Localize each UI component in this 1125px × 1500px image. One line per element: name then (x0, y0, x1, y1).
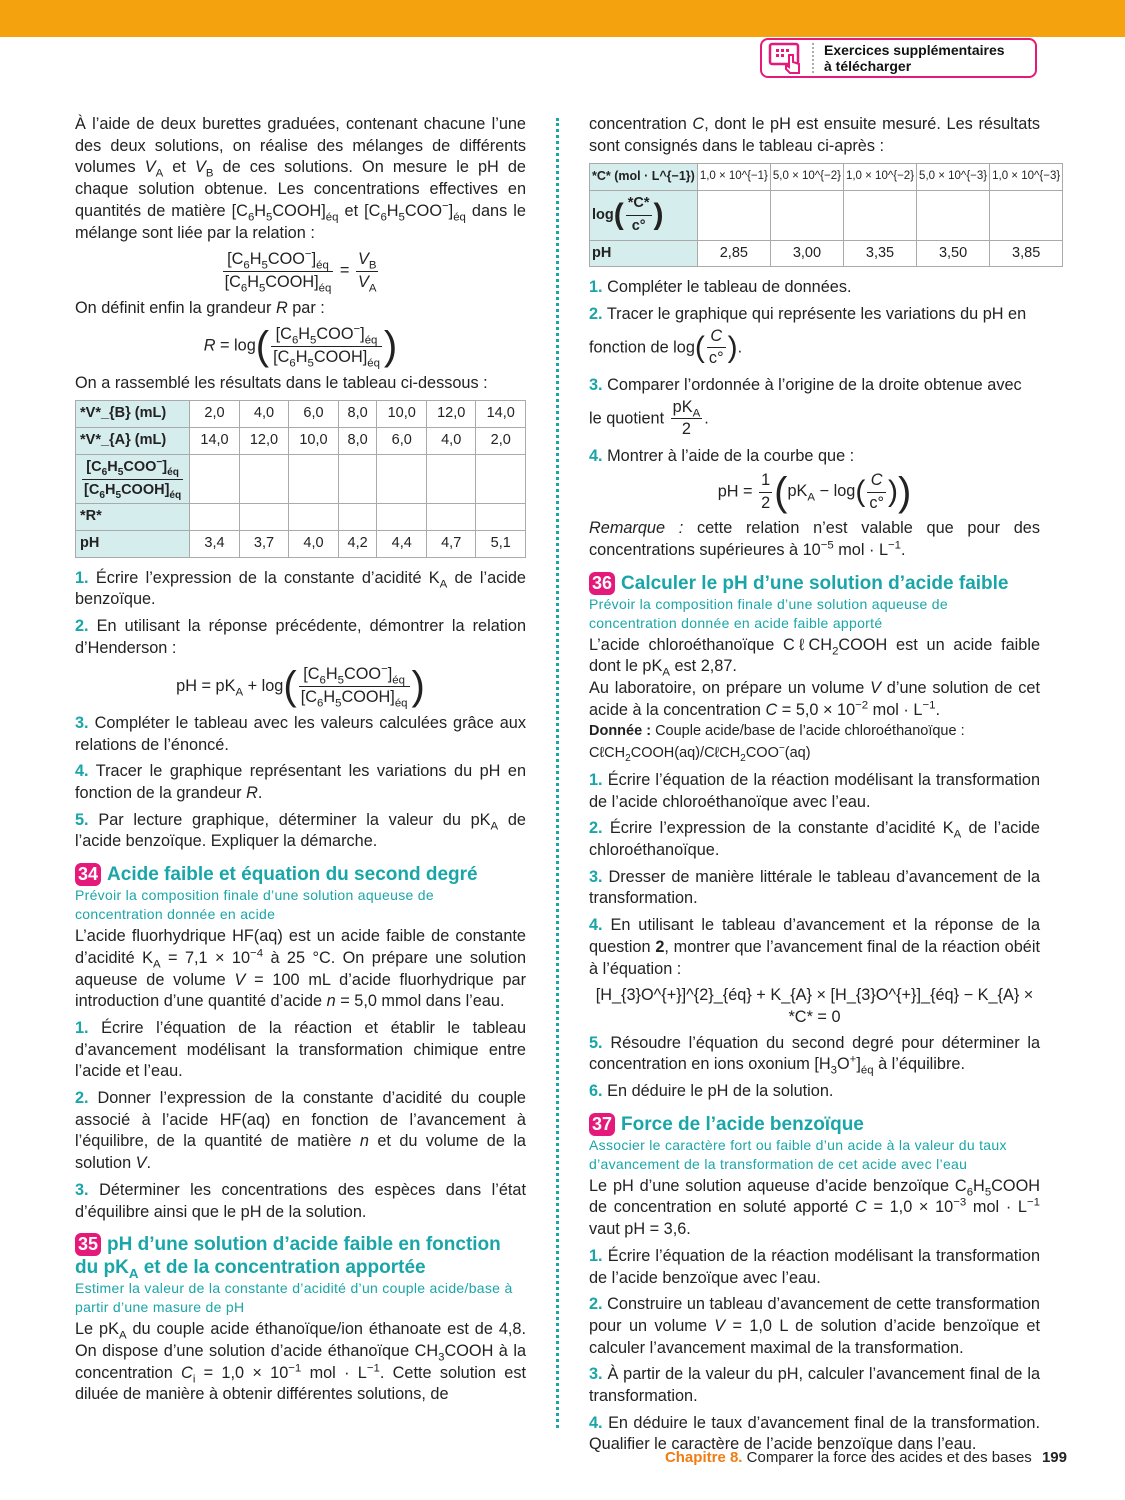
formula-lhs: R = log (203, 336, 256, 355)
exercise-34-body: L’acide fluorhydrique HF(aq) est un acide faible de constante d’acidité $K_A = 7,1 \times 10^{-4}$ à 25 °C. On prépare une solution aqueuse de volume V = 100 mL d’acide fluorhydrique par introduction d’une quantité d’acide n = 5,0 mmol dans l’eau. (75, 927, 526, 1011)
r-formula: R = log( $\frac{[C_6H_5COO^-]_{éq}}{[C_6H_5COOH]_{éq}}$ ) (203, 323, 398, 370)
table-cell (917, 191, 990, 240)
exercise-title-text: Calculer le pH d’une solution d’acide faible (621, 572, 1009, 594)
formula-denominator: c° (708, 349, 724, 368)
exercise-36-body: L’acide chloroéthanoïque CℓCH$_2$COOH est un acide faible dont le $pK_A$ est 2,87. (589, 635, 1040, 679)
henderson-formula: pH = $pK_A + \log$( $\frac{[C_6H_5COO^-]_{éq}}{[C_6H_5COOH]_{éq}}$ ) (176, 664, 425, 710)
row-header: *V*_{A} (mL) (76, 428, 190, 455)
table-cell (426, 454, 475, 503)
exercise-34-subtitle: Prévoir la composition finale d’une solution aqueuse de concentration donnée en acide (75, 887, 434, 923)
question (75, 1180, 526, 1223)
exercise-35-body-continued: concentration C, dont le pH est ensuite mesuré. Les résultats sont consignés dans le tableau ci-après : (589, 115, 1040, 155)
question (589, 277, 1040, 299)
download-label: à télécharger (824, 58, 912, 74)
question-number: 4. (589, 1413, 603, 1432)
results-table (75, 400, 526, 557)
exercise-35-body: Le $pK_A$ du couple acide éthanoïque/ion éthanoate est de 4,8. On dispose d’une solution d’acide éthanoïque $CH_3COOH$ à la concentration $C_i = 1,0 \times 10^{-1}$ mol · $L^{-1}$. Cette solution est diluée de manière à obtenir différentes solutions, de (75, 1320, 526, 1404)
table-cell: 5,0 × 10^{−2} (770, 164, 843, 191)
question-text: Montrer à l’aide de la courbe que : (607, 447, 855, 466)
question-text: En déduire le taux d’avancement final de la transformation. Qualifier le caractère de l’acide benzoïque dans l’eau. (589, 1413, 1040, 1454)
question-number: 4. (75, 762, 89, 781)
question-text: Tracer le graphique représentant les variations du pH en fonction de la grandeur R. (75, 762, 526, 802)
page-footer (665, 1449, 1067, 1466)
row-header: log( $\frac{*C*}{c^\circ}$ ) (590, 191, 698, 240)
question-number: 2. (75, 1089, 89, 1108)
table-cell (770, 191, 843, 240)
table-cell (190, 504, 239, 531)
question (75, 568, 526, 611)
row-header (76, 454, 190, 503)
formula-denominator: $[C_6H_5COOH]_{éq}$ (273, 348, 380, 370)
formula-numerator: $[C_6H_5COO^-]_{éq}$ (299, 664, 410, 687)
formula-denominator: 2 (761, 493, 771, 512)
table-cell (476, 454, 526, 503)
formula-denominator: c° (631, 217, 646, 234)
table-cell (476, 504, 526, 531)
exercise-35-subtitle: Estimer la valeur de la constante d’acidité d’un couple acide/base à partir d’une masure de pH (75, 1280, 513, 1316)
remark: Remarque : cette relation n’est valable que pour des concentrations supérieures à $10^{-5}$ mol · $L^{-1}$. (589, 519, 1040, 559)
question-text: Construire un tableau d’avancement de cette transformation pour un volume V = 1,0 L de solution d’acide benzoïque et calculer l’avancement maximal de la transformation. (589, 1295, 1040, 1357)
question-number: 1. (589, 770, 603, 789)
formula-text: $pK_A - \log$ (787, 482, 856, 504)
table-cell: 2,0 (476, 428, 526, 455)
table-cell: 3,4 (190, 530, 239, 557)
question-text: En utilisant le tableau d’avancement et la réponse de la question 2, montrer que l’avancement final de la réaction obéit à l’équation : (589, 916, 1040, 978)
table-row (590, 240, 1063, 267)
table-cell (377, 504, 426, 531)
formula-numerator: $[C_6H_5COO^-]_{éq}$ (82, 457, 183, 480)
question (75, 1018, 526, 1083)
question (589, 915, 1040, 980)
quadratic-equation (589, 985, 1040, 1028)
table-row (76, 428, 526, 455)
exercise-36-body: Au laboratoire, on prépare un volume V d’une solution de cet acide à la concentration $C = 5,0 \times 10^{-2}$ mol · $L^{-1}$. (589, 679, 1040, 719)
chapter-label: Chapitre 8. (664, 1449, 743, 1466)
question-text: Donner l’expression de la constante d’acidité du couple associé à l’acide HF(aq) en fonction de l’avancement à l’équilibre, de la quantité de matière n et du volume de la solution V. (75, 1089, 526, 1173)
question-number: 3. (75, 713, 89, 732)
table-cell (338, 504, 377, 531)
formula-numerator: $pK_A$ (672, 397, 701, 419)
table-cell: 8,0 (338, 401, 377, 428)
question-text: Compléter le tableau de données. (607, 278, 852, 297)
table-cell: 6,0 (289, 401, 338, 428)
table-cell: 2,0 (190, 401, 239, 428)
intro-text: À l’aide de deux burettes graduées, contenant chacune l’une des deux solutions, on réalise des mélanges de différents volumes $V_A$ et $V_B$ de ces solutions. On mesure le pH de chaque solution obtenue. Les concentrations effectives en quantités de matière $[C_6H_5COOH]_{éq}$ et $[C_6H_5COO^-]_{éq}$ dans le mélange sont liée par la relation : (75, 115, 526, 242)
question-number: 2. (589, 1295, 603, 1314)
top-color-bar (0, 0, 1125, 37)
table-cell: 3,35 (843, 240, 916, 267)
question-number: 2. (75, 617, 89, 636)
question-number: 4. (589, 447, 603, 466)
table-row (76, 530, 526, 557)
table-row (76, 454, 526, 503)
formula-numerator: $[C_6H_5COO^-]_{éq}$ (271, 324, 382, 347)
exercise-number-badge: 36 (589, 572, 615, 595)
row-header: pH (76, 530, 190, 557)
question-number: 2. (589, 819, 603, 838)
table-cell: 12,0 (426, 401, 475, 428)
download-label: Exercices supplémentaires (824, 42, 1005, 58)
formula-numerator: C (707, 326, 726, 349)
question (589, 1033, 1040, 1076)
question-number: 2. (589, 304, 603, 323)
question-text: Écrire l’équation de la réaction et établir le tableau d’avancement modélisant la transformation chimique entre l’acide et l’eau. (75, 1018, 526, 1081)
table-cell: 3,7 (239, 530, 288, 557)
exercise-37-subtitle: Associer le caractère fort ou faible d’un acide à la valeur du taux d’avancement de la transformation de cet acide avec l’eau (589, 1136, 1007, 1172)
table-cell: 4,0 (289, 530, 338, 557)
question-text: fonction de log (589, 338, 695, 357)
table-cell: 4,7 (426, 530, 475, 557)
ph-formula: pH = $\frac{1}{2}$ ($pK_A - \log$( $\frac{C}{c^\circ}$ )) (717, 470, 912, 515)
question (589, 446, 1040, 468)
table-row (590, 191, 1063, 240)
exercise-title-text: Force de l’acide benzoïque (621, 1113, 864, 1135)
question-number: 1. (75, 568, 89, 587)
formula-denominator: $[C_6H_5COOH]_{éq}$ (224, 272, 332, 295)
row-header: *R* (76, 504, 190, 531)
table-cell: 3,00 (770, 240, 843, 267)
question-text: Écrire l’expression de la constante d’acidité $K_A$ de l’acide chloroéthanoïque. (589, 819, 1040, 859)
formula-numerator: 1 (759, 470, 772, 493)
question-number: 3. (589, 376, 603, 395)
table-row (590, 164, 1063, 191)
exercise-34-title (75, 863, 526, 886)
table-cell: 2,85 (697, 240, 770, 267)
question-number: 1. (75, 1018, 89, 1037)
question (589, 867, 1040, 910)
question-number: 1. (589, 1246, 603, 1265)
question (75, 1088, 526, 1175)
question-text: En déduire le pH de la solution. (607, 1082, 834, 1101)
table-cell: 3,85 (990, 240, 1063, 267)
table-cell (289, 504, 338, 531)
table-cell: 4,0 (426, 428, 475, 455)
table-cell: 3,50 (917, 240, 990, 267)
table-intro: On a rassemblé les résultats dans le tableau ci-dessous : (75, 373, 488, 392)
table-cell (990, 191, 1063, 240)
exercise-35-title (75, 1233, 526, 1282)
table-cell: 4,0 (239, 401, 288, 428)
table-cell (426, 504, 475, 531)
question-text: Déterminer les concentrations des espèces dans l’état d’équilibre ainsi que le pH de la solution. (75, 1180, 526, 1221)
table-row (76, 401, 526, 428)
question-text: Écrire l’équation de la réaction modélisant la transformation de l’acide chloroéthanoïque avec l’eau. (589, 770, 1041, 811)
table-cell: 10,0 (289, 428, 338, 455)
table-row (76, 504, 526, 531)
exercise-title-text: pH d’une solution d’acide faible en fonction du $pK_A$ et de la concentration apportée (75, 1234, 501, 1282)
table-cell: 1,0 × 10^{−3} (990, 164, 1063, 191)
download-exercises-button[interactable] (760, 38, 1037, 78)
question-number: 3. (589, 867, 603, 886)
exercise-number-badge: 37 (589, 1113, 615, 1136)
question-text: À partir de la valeur du pH, calculer l’avancement final de la transformation. (589, 1365, 1040, 1406)
exercise-37-body: Le pH d’une solution aqueuse d’acide benzoïque $C_6H_5COOH$ de concentration en soluté apporté $C = 1,0 \times 10^{-3}$ mol · $L^{-1}$ vaut pH = 3,6. (589, 1176, 1040, 1239)
exercise-36-subtitle: Prévoir la composition finale d’une solution aqueuse de concentration donnée en acide faible apporté (589, 595, 948, 631)
table-cell: 6,0 (377, 428, 426, 455)
definition-text: On définit enfin la grandeur R par : (75, 298, 325, 317)
column-divider (556, 118, 559, 1428)
row-header: *V*_{B} (mL) (76, 401, 190, 428)
table-cell (239, 454, 288, 503)
question-number: 6. (589, 1082, 603, 1101)
question-number: 3. (75, 1180, 89, 1199)
question (589, 375, 1040, 441)
question (75, 616, 526, 659)
divider (812, 43, 814, 73)
formula-numerator: C (867, 470, 886, 493)
exercise-number-badge: 35 (75, 1233, 101, 1256)
page-number: 199 (1041, 1449, 1067, 1466)
data-note (589, 721, 1040, 764)
formula-denominator: $V_A$ (357, 272, 377, 295)
question-number: 5. (75, 810, 89, 829)
question-text: En utilisant la réponse précédente, démontrer la relation d’Henderson : (75, 617, 527, 657)
table-cell: 10,0 (377, 401, 426, 428)
formula-lhs: pH = $pK_A + \log$ (176, 676, 284, 699)
question-text: Comparer l’ordonnée à l’origine de la droite obtenue avec (607, 376, 1022, 395)
question (589, 770, 1040, 813)
table-cell: 12,0 (239, 428, 288, 455)
table-cell (338, 454, 377, 503)
question (589, 1294, 1040, 1359)
table-cell (190, 454, 239, 503)
formula-numerator: $V_B$ (357, 250, 377, 272)
table-cell: 5,0 × 10^{−3} (917, 164, 990, 191)
question-number: 5. (589, 1033, 603, 1052)
data-label: Donnée : (589, 723, 652, 740)
left-column (75, 114, 526, 1411)
row-header: pH (590, 240, 698, 267)
punctuation: . (737, 338, 743, 357)
question-number: 4. (589, 916, 603, 935)
table-cell: 14,0 (190, 428, 239, 455)
formula-denominator: c° (869, 493, 884, 512)
data-text: Couple acide/base de l’acide chloroéthanoïque : CℓCH$_2$COOH(aq)/CℓCH$_2$COO−(aq) (589, 723, 965, 765)
table-cell: 14,0 (476, 401, 526, 428)
formula-numerator: $[C_6H_5COO^-]_{éq}$ (223, 249, 334, 272)
question (589, 818, 1040, 861)
question-text: Compléter le tableau avec les valeurs calculées grâce aux relations de l’énoncé. (75, 713, 526, 754)
formula-lhs: pH = (717, 482, 753, 501)
table-cell: 8,0 (338, 428, 377, 455)
equals: = (339, 261, 350, 280)
table-cell: 4,2 (338, 530, 377, 557)
touch-screen-icon (762, 40, 812, 76)
formula-numerator: *C* (626, 193, 652, 216)
concentration-table (589, 163, 1063, 267)
formula-denominator: $[C_6H_5COOH]_{éq}$ (300, 688, 408, 710)
question-number: 3. (589, 1365, 603, 1384)
question (589, 1246, 1040, 1289)
chapter-title: Comparer la force des acides et des bases (746, 1449, 1032, 1466)
question-text: Dresser de manière littérale le tableau d’avancement de la transformation. (589, 867, 1040, 908)
question-text: Par lecture graphique, déterminer la valeur du $pK_A$ de l’acide benzoïque. Expliquer la démarche. (75, 810, 526, 851)
question-text: Tracer le graphique qui représente les variations du pH en (606, 304, 1027, 323)
log-label: log (592, 207, 614, 224)
ratio-formula (75, 249, 526, 293)
exercise-number-badge: 34 (75, 863, 101, 886)
table-cell (697, 191, 770, 240)
table-cell (239, 504, 288, 531)
formula-denominator: $[C_6H_5COOH]_{éq}$ (84, 481, 182, 501)
exercise-36-title (589, 572, 1040, 595)
formula-denominator: 2 (671, 418, 703, 441)
equation-text: [H_{3}O^{+}]^{2}_{éq} + K_{A} × [H_{3}O^{+}]_{éq} − K_{A} × *C* = 0 (595, 986, 1034, 1026)
question (75, 761, 526, 804)
table-cell (377, 454, 426, 503)
question-text: Écrire l’expression de la constante d’acidité $K_A$ de l’acide benzoïque. (75, 568, 526, 609)
table-cell: 1,0 × 10^{−2} (843, 164, 916, 191)
question (75, 810, 526, 853)
question (589, 1364, 1040, 1407)
table-cell: 5,1 (476, 530, 526, 557)
question-number: 1. (589, 278, 603, 297)
punctuation: . (704, 409, 709, 428)
question-text: Écrire l’équation de la réaction modélisant la transformation de l’acide benzoïque avec l’eau. (589, 1246, 1041, 1287)
exercise-title-text: Acide faible et équation du second degré (107, 864, 478, 886)
table-cell: 4,4 (377, 530, 426, 557)
question-text: Résoudre l’équation du second degré pour déterminer la concentration en ions oxonium $[H_3O^+]_{éq}$ à l’équilibre. (589, 1033, 1041, 1077)
question-text: le quotient (589, 409, 665, 428)
question: 2. Tracer le graphique qui représente les variations du pH en fonction de log( $\frac{C}{c^\circ}$ ). (589, 304, 1040, 370)
table-cell (289, 454, 338, 503)
table-cell (843, 191, 916, 240)
row-header: *C* (mol · L^{−1}) (590, 164, 698, 191)
question (589, 1081, 1040, 1103)
table-cell: 1,0 × 10^{−1} (697, 164, 770, 191)
exercise-37-title (589, 1113, 1040, 1136)
question (75, 713, 526, 756)
